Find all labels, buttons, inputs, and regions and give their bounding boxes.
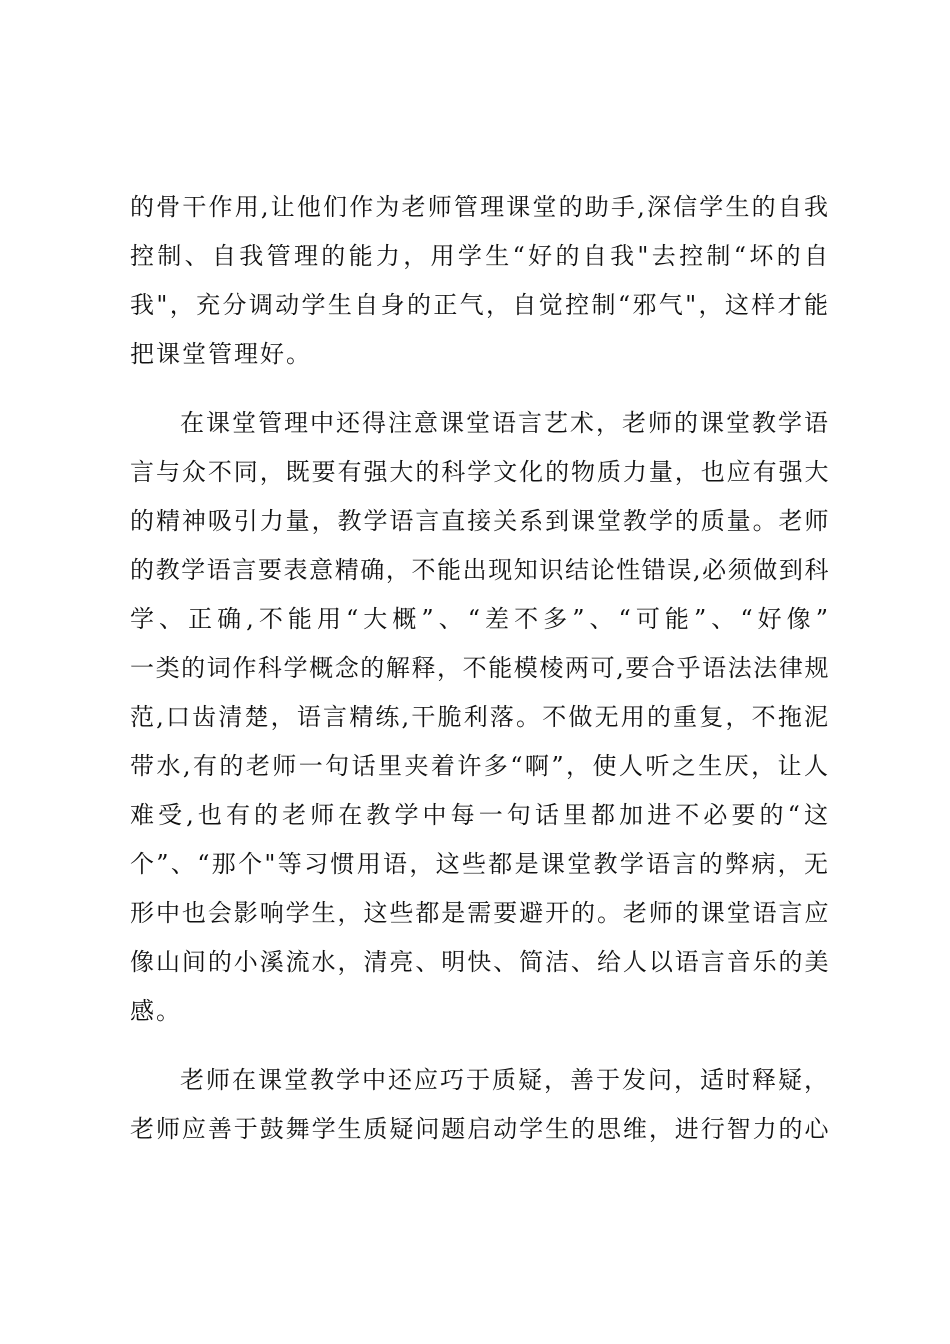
text-line: 老师应善于鼓舞学生质疑问题启动学生的思维，进行智力的心 [130, 1115, 830, 1143]
text-line: 老师在课堂教学中还应巧于质疑，善于发问，适时释疑， [180, 1066, 830, 1094]
text-line: 一类的词作科学概念的解释，不能模棱两可,要合乎语法法律规 [130, 654, 830, 682]
text-line: 带水,有的老师一句话里夹着许多“啊”，使人听之生厌，让人 [130, 752, 830, 780]
text-line: 范,口齿清楚，语言精练,干脆利落。不做无用的重复，不拖泥 [130, 703, 830, 731]
text-line: 把课堂管理好。 [130, 340, 312, 368]
text-line: 的骨干作用,让他们作为老师管理课堂的助手,深信学生的自我 [130, 193, 830, 221]
text-line: 控制、自我管理的能力，用学生“好的自我"去控制“坏的自 [130, 242, 830, 270]
text-line: 我"，充分调动学生自身的正气，自觉控制“邪气"，这样才能 [130, 291, 830, 319]
text-line: 学、正确,不能用“大概”、“差不多”、“可能”、“好像” [130, 605, 830, 633]
text-line: 像山间的小溪流水，清亮、明快、简洁、给人以语言音乐的美 [130, 948, 830, 976]
text-line: 难受,也有的老师在教学中每一句话里都加进不必要的“这 [130, 801, 830, 829]
text-line: 的教学语言要表意精确，不能出现知识结论性错误,必须做到科 [130, 556, 830, 584]
text-line: 感。 [130, 997, 182, 1025]
text-line: 个”、“那个"等习惯用语，这些都是课堂教学语言的弊病，无 [130, 850, 830, 878]
text-line: 在课堂管理中还得注意课堂语言艺术，老师的课堂教学语 [180, 409, 830, 437]
text-line: 的精神吸引力量，教学语言直接关系到课堂教学的质量。老师 [130, 507, 830, 535]
text-line: 言与众不同，既要有强大的科学文化的物质力量，也应有强大 [130, 458, 830, 486]
text-line: 形中也会影响学生，这些都是需要避开的。老师的课堂语言应 [130, 899, 830, 927]
